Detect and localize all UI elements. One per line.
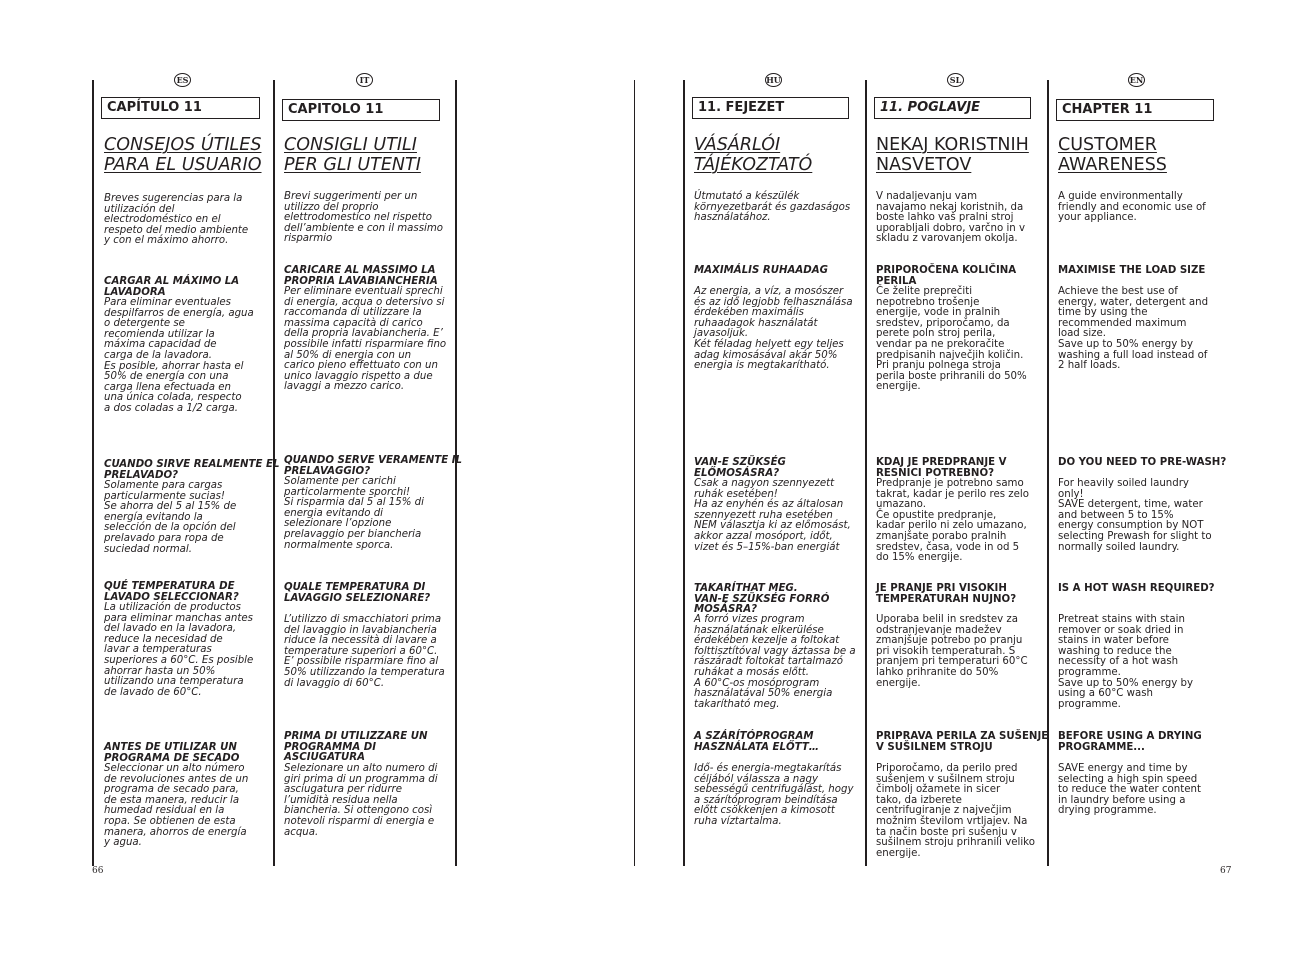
heading-it-prewash: QUANDO SERVE VERAMENTE IL PRELAVAGGIO?	[284, 455, 463, 477]
body-sl-temperature: Uporaba belil in sredstev za odstranjevanje madežev zmanjšuje potrebo po pranju pri visokih temperaturah. S pranjem pri temperaturi 60°C lahko prihranite do 50% energije.	[876, 614, 1028, 689]
heading-hu-drying: A SZÁRÍTÓPROGRAM HASZNÁLATA ELŐTT…	[694, 731, 819, 753]
intro-es: Breves sugerencias para la utilización del electrodoméstico en el respeto del medio ambiente y con el máximo ahorro.	[104, 193, 249, 247]
heading-en-load: MAXIMISE THE LOAD SIZE	[1058, 265, 1206, 276]
heading-hu-prewash: VAN-E SZÜKSÉG ELŐMOSÁSRA?	[694, 457, 786, 479]
body-en-prewash: For heavily soiled laundry only! SAVE detergent, time, water and between 5 to 15% energy consumption by NOT selecting Prewash for slight to normally soiled laundry.	[1058, 478, 1212, 553]
intro-it: Brevi suggerimenti per un utilizzo del proprio elettrodomestico nel rispetto dell’ambiente e con il massimo risparmio	[284, 191, 444, 245]
body-it-temperature: L’utilizzo di smacchiatori prima del lavaggio in lavabiancheria riduce la necessità di lavare a temperature superiori a 60°C. E’ possibile risparmiare fino al 50% utilizzando la temperatura di lavaggio di 60°C.	[284, 614, 445, 689]
body-sl-prewash: Predpranje je potrebno samo takrat, kadar je perilo res zelo umazano. Če opustite predpranje, kadar perilo ni zelo umazano, zmanjšate porabo pralnih sredstev, časa, vode in od 5 do 15% energije.	[876, 478, 1029, 564]
heading-es-drying: ANTES DE UTILIZAR UN PROGRAMA DE SECADO	[104, 742, 240, 764]
heading-it-load: CARICARE AL MASSIMO LA PROPRIA LAVABIANCHERIA	[284, 265, 438, 287]
chapter-heading-es: CAPÍTULO 11	[101, 97, 260, 119]
body-it-drying: Selezionare un alto numero di giri prima di un programma di asciugatura per ridurre l’umidità residua nella biancheria. Si ottengono così notevoli risparmi di energia e acqua.	[284, 763, 438, 838]
heading-sl-prewash: KDAJ JE PREDPRANJE V RESNICI POTREBNO?	[876, 457, 1007, 479]
chapter-heading-en: CHAPTER 11	[1056, 99, 1214, 121]
body-es-temperature: La utilización de productos para eliminar manchas antes del lavado en la lavadora, reduce la necesidad de lavar a temperaturas superiores a 60°C. Es posible ahorrar hasta un 50% utilizando una temperatura de lavado de 60°C.	[104, 602, 254, 698]
language-badge-it: IT	[356, 73, 373, 87]
heading-hu-temperature: TAKARÍTHAT MEG. VAN-E SZÜKSÉG FORRÓ MOSÁSRA?	[694, 583, 830, 616]
chapter-heading-sl: 11. POGLAVJE	[874, 97, 1031, 119]
intro-en: A guide environmentally friendly and economic use of your appliance.	[1058, 191, 1206, 224]
section-title-it: CONSIGLI UTILI PER GLI UTENTI	[284, 135, 421, 175]
language-badge-sl: SL	[947, 73, 964, 87]
body-es-load: Para eliminar eventuales despilfarros de energía, agua o detergente se recomienda utilizar la máxima capacidad de carga de la lavadora. Es posible, ahorrar hasta el 50% de energía con una carga llena efectuada en una única colada, respecto a dos coladas a 1/2 carga.	[104, 297, 254, 414]
body-it-prewash: Solamente per carichi particolarmente sporchi! Si risparmia dal 5 al 15% di energia evitando di selezionare l’opzione prelavaggio per biancheria normalmente sporca.	[284, 476, 424, 551]
body-sl-load: Če želite preprečiti nepotrebno trošenje energije, vode in pralnih sredstev, priporočamo, da perete poln stroj perila, vendar pa ne prekoračite predpisanih največjih količin. Pri pranju polnega stroja perila boste prihranili do 50% energije.	[876, 286, 1027, 393]
body-en-temperature: Pretreat stains with stain remover or soak dried in stains in water before washing to reduce the necessity of a hot wash programme. Save up to 50% energy by using a 60°C wash programme.	[1058, 614, 1193, 710]
body-it-load: Per eliminare eventuali sprechi di energia, acqua o detersivo si raccomanda di utilizzare la massima capacità di carico della propria lavabiancheria. E’ possibile infatti risparmiare fino al 50% di energia con un carico pieno effettuato con un unico lavaggio rispetto a due lavaggi a mezzo carico.	[284, 286, 447, 393]
chapter-heading-hu: 11. FEJEZET	[692, 97, 849, 119]
column-rule	[683, 80, 685, 866]
heading-it-drying: PRIMA DI UTILIZZARE UN PROGRAMMA DI ASCIUGATURA	[284, 731, 428, 764]
section-title-en: CUSTOMER AWARENESS	[1058, 135, 1167, 175]
heading-hu-load: MAXIMÁLIS RUHAADAG	[694, 265, 828, 276]
heading-es-prewash: CUANDO SIRVE REALMENTE EL PRELAVADO?	[104, 459, 280, 481]
page-number-right: 67	[1220, 866, 1232, 876]
language-badge-en: EN	[1129, 75, 1144, 85]
language-badge-es: ES	[174, 73, 191, 87]
body-hu-temperature: A forró vizes program használatának elkerülése érdekében kezelje a foltokat folttisztítóval vagy áztassa be a rászáradt foltokat tartalmazó ruhákat a mosás előtt. A 60°C-os mosóprogram használatával 50% energia takarítható meg.	[694, 614, 856, 710]
heading-es-temperature: QUÉ TEMPERATURA DE LAVADO SELECCIONAR?	[104, 581, 239, 603]
body-hu-prewash: Csak a nagyon szennyezett ruhák esetében! Ha az enyhén és az általosan szennyezett ruha esetében NEM választja ki az előmosást, akkor azzal mosóport, időt, vizet és 5–15%-ban energiát	[694, 478, 851, 553]
body-en-drying: SAVE energy and time by selecting a high spin speed to reduce the water content in laundry before using a drying programme.	[1058, 763, 1201, 817]
body-en-load: Achieve the best use of energy, water, detergent and time by using the recommended maximum load size. Save up to 50% energy by washing a full load instead of 2 half loads.	[1058, 286, 1209, 372]
heading-en-prewash: DO YOU NEED TO PRE-WASH?	[1058, 457, 1227, 468]
intro-sl: V nadaljevanju vam navajamo nekaj koristnih, da boste lahko vaš pralni stroj uporabljali dobro, varčno in v skladu z varovanjem okolja.	[876, 191, 1026, 245]
body-hu-load: Az energia, a víz, a mosószer és az idő legjobb felhasználása érdekében maximális ruhaadagok használatát javasoljuk. Két féladag helyett egy teljes adag kimosásával akár 50% energia is megtakarítható.	[694, 286, 853, 372]
column-rule	[92, 80, 94, 866]
section-title-es: CONSEJOS ÚTILES PARA EL USUARIO	[104, 135, 262, 175]
heading-es-load: CARGAR AL MÁXIMO LA LAVADORA	[104, 276, 240, 298]
heading-it-temperature: QUALE TEMPERATURA DI LAVAGGIO SELEZIONARE?	[284, 582, 431, 604]
body-sl-drying: Priporočamo, da perilo pred sušenjem v sušilnem stroju čimbolj ožamete in sicer tako, da izberete centrifugiranje z največjim možnim številom vrtljajev. Na ta način boste pri sušenju v sušilnem stroju prihranili veliko energije.	[876, 763, 1035, 859]
heading-sl-temperature: JE PRANJE PRI VISOKIH TEMPERATURAH NUJNO?	[876, 583, 1017, 605]
body-hu-drying: Idő- és energia-megtakarítás céljából válassza a nagy sebességű centrifugálást, hogy a szárítóprogram beindítása előtt csökkenjen a kimosott ruha víztartalma.	[694, 763, 854, 827]
heading-sl-drying: PRIPRAVA PERILA ZA SUŠENJE V SUŠILNEM STROJU	[876, 731, 1049, 753]
section-title-sl: NEKAJ KORISTNIH NASVETOV	[876, 135, 1029, 175]
chapter-heading-it: CAPITOLO 11	[282, 99, 440, 121]
body-es-prewash: Solamente para cargas particularmente sucias! Se ahorra del 5 al 15% de energía evitando la selección de la opción del prelavado para ropa de suciedad normal.	[104, 480, 237, 555]
body-es-drying: Seleccionar un alto número de revoluciones antes de un programa de secado para, de esta manera, reducir la humedad residual en la ropa. Se obtienen de esta manera, ahorros de energía y agua.	[104, 763, 249, 849]
heading-en-temperature: IS A HOT WASH REQUIRED?	[1058, 583, 1215, 594]
heading-sl-load: PRIPOROČENA KOLIČINA PERILA	[876, 265, 1017, 287]
language-badge-hu: HU	[766, 75, 781, 85]
page-number-left: 66	[92, 866, 104, 876]
section-title-hu: VÁSÁRLÓI TÁJÉKOZTATÓ	[694, 135, 813, 175]
spine-rule	[634, 80, 635, 866]
column-rule	[865, 80, 867, 866]
heading-en-drying: BEFORE USING A DRYING PROGRAMME...	[1058, 731, 1202, 753]
intro-hu: Útmutató a készülék környezetbarát és gazdaságos használatához.	[694, 191, 851, 224]
